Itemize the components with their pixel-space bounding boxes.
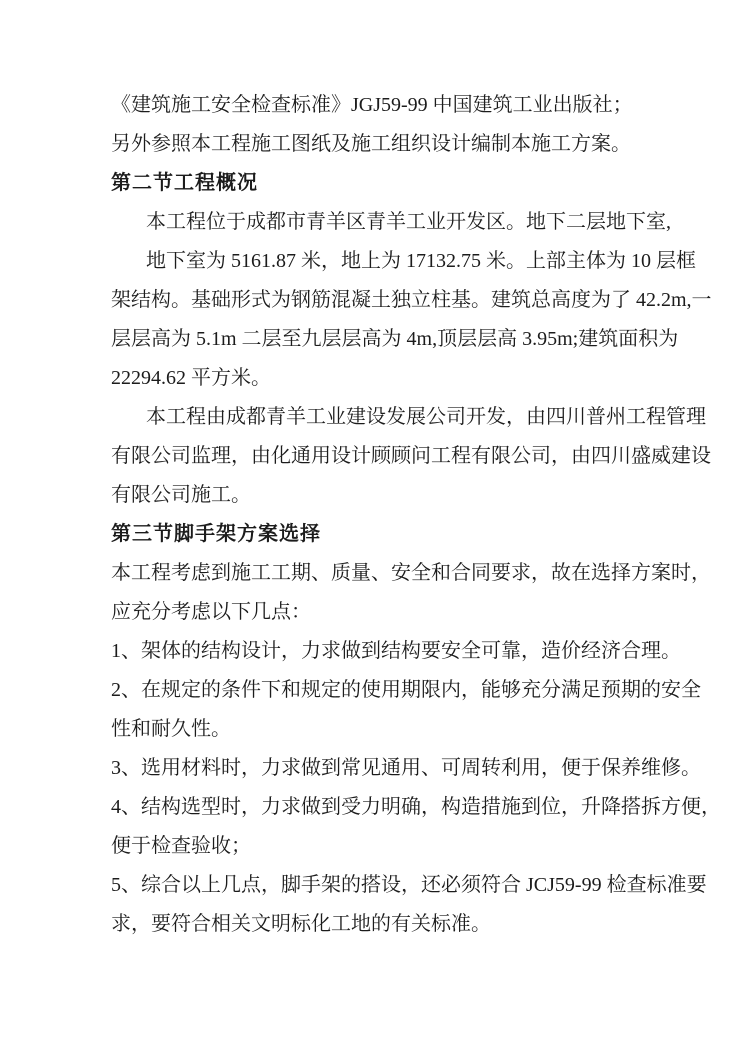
text-line: 《建筑施工安全检查标准》JGJ59-99 中国建筑工业出版社； bbox=[111, 94, 633, 116]
text-line: 本工程考虑到施工工期、质量、安全和合同要求，故在选择方案时， bbox=[111, 562, 711, 584]
text-line: 另外参照本工程施工图纸及施工组织设计编制本施工方案。 bbox=[111, 133, 631, 155]
text-line: 地下室为 5161.87 米，地上为 17132.75 米。上部主体为 10 层框 bbox=[146, 250, 696, 272]
text-line: 3、选用材料时，力求做到常见通用、可周转利用，便于保养维修。 bbox=[111, 757, 701, 779]
text-line: 5、综合以上几点，脚手架的搭设，还必须符合 JCJ59-99 检查标准要 bbox=[111, 874, 707, 896]
document-body bbox=[111, 86, 721, 944]
section-heading: 第三节脚手架方案选择 bbox=[111, 523, 321, 545]
text-line: 应充分考虑以下几点： bbox=[111, 601, 311, 623]
text-line: 便于检查验收； bbox=[111, 835, 251, 857]
text-line: 22294.62 平方米。 bbox=[111, 367, 271, 389]
text-line: 架结构。基础形式为钢筋混凝土独立柱基。建筑总高度为了 42.2m,一 bbox=[111, 289, 712, 311]
text-line: 2、在规定的条件下和规定的使用期限内，能够充分满足预期的安全 bbox=[111, 679, 701, 701]
text-line: 1、架体的结构设计，力求做到结构要安全可靠，造价经济合理。 bbox=[111, 640, 681, 662]
text-line: 有限公司监理，由化通用设计顾顾问工程有限公司，由四川盛威建设 bbox=[111, 445, 711, 467]
text-line: 4、结构选型时，力求做到受力明确，构造措施到位，升降搭拆方便， bbox=[111, 796, 721, 818]
text-line: 本工程由成都青羊工业建设发展公司开发，由四川普州工程管理 bbox=[146, 406, 706, 428]
text-line: 求，要符合相关文明标化工地的有关标准。 bbox=[111, 913, 491, 935]
text-line: 层层高为 5.1m 二层至九层层高为 4m,顶层层高 3.95m;建筑面积为 bbox=[111, 328, 679, 350]
text-line: 有限公司施工。 bbox=[111, 484, 251, 506]
section-heading: 第二节工程概况 bbox=[111, 172, 258, 194]
text-line: 本工程位于成都市青羊区青羊工业开发区。地下二层地下室, bbox=[146, 211, 671, 233]
text-line: 性和耐久性。 bbox=[111, 718, 231, 740]
